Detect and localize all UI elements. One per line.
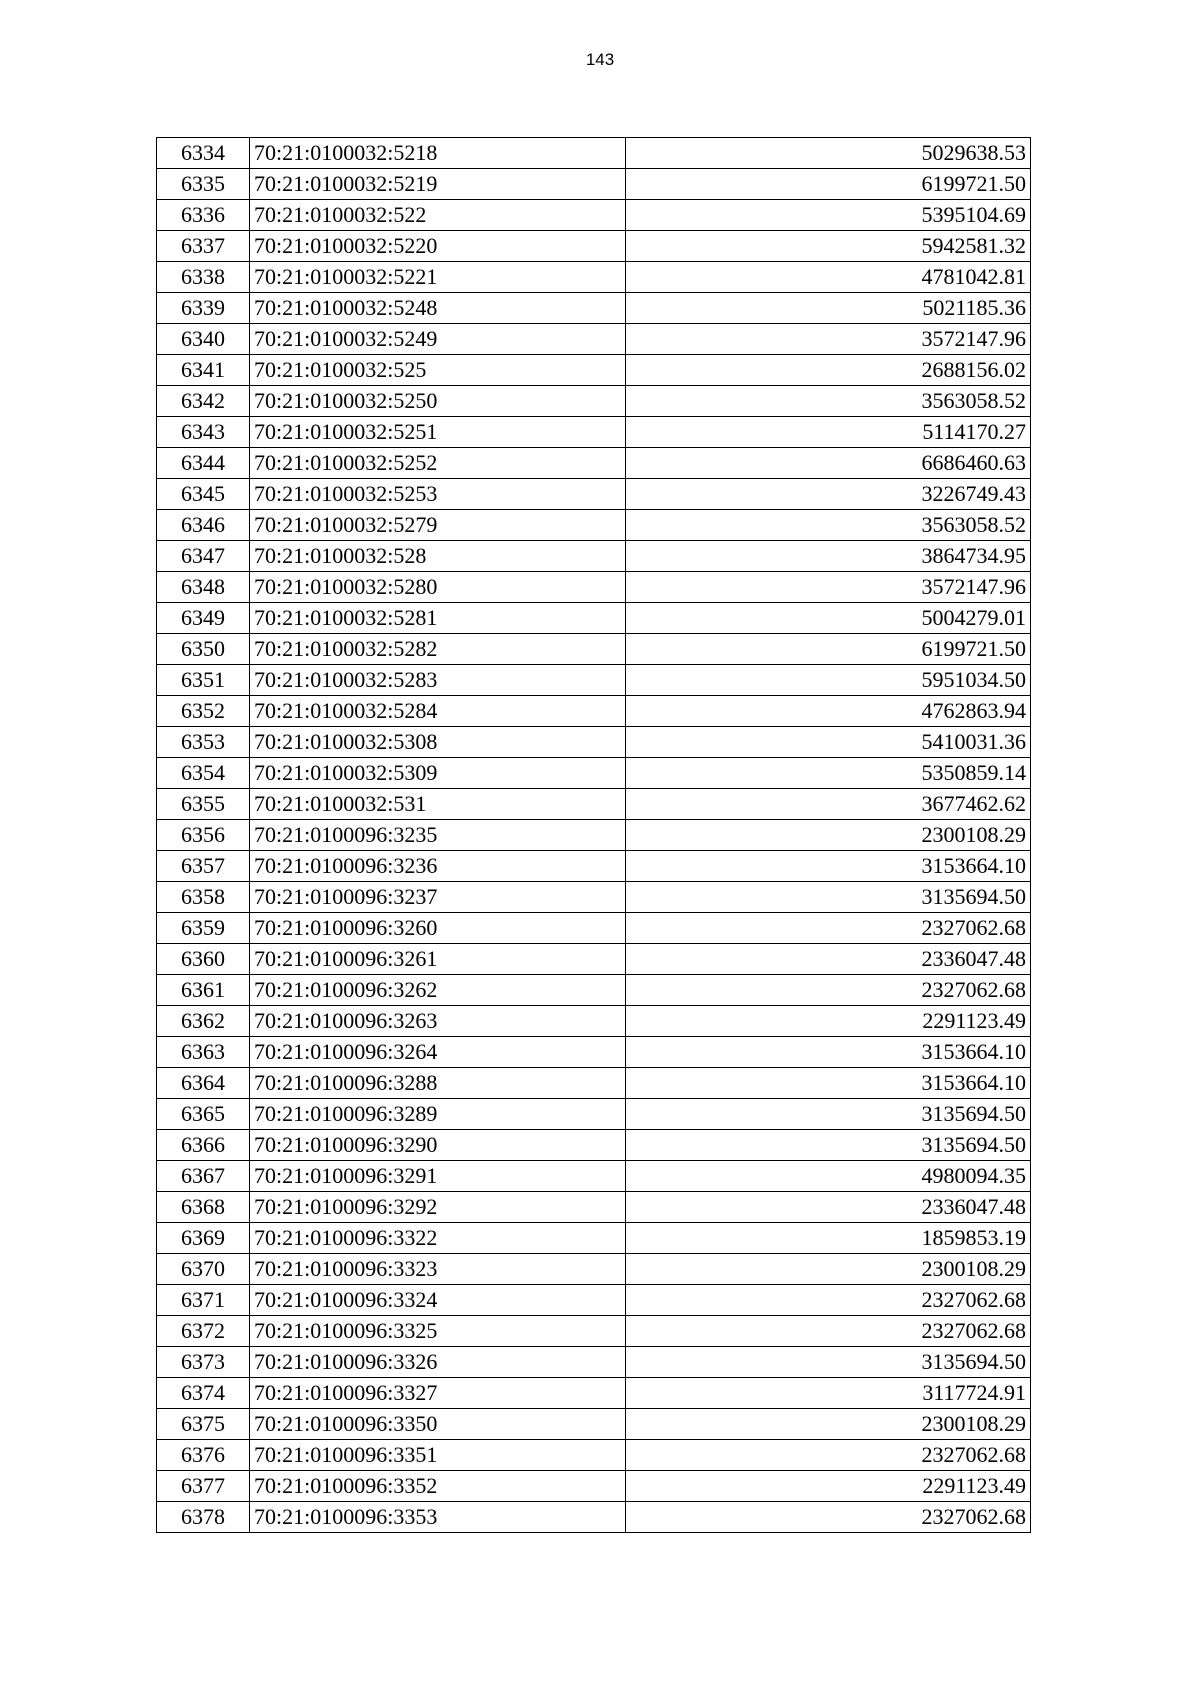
cadastral-number-cell: 70:21:0100096:3260 <box>250 913 626 944</box>
cadastral-number-cell: 70:21:0100032:5221 <box>250 262 626 293</box>
table-row <box>157 1130 1031 1161</box>
row-number-cell: 6336 <box>157 200 250 231</box>
row-number-cell: 6334 <box>157 138 250 169</box>
value-cell: 4762863.94 <box>626 696 1031 727</box>
table-row <box>157 138 1031 169</box>
value-cell: 3153664.10 <box>626 1037 1031 1068</box>
row-number-cell: 6363 <box>157 1037 250 1068</box>
value-cell: 5021185.36 <box>626 293 1031 324</box>
cadastral-number-cell: 70:21:0100096:3291 <box>250 1161 626 1192</box>
cadastral-number-cell: 70:21:0100096:3352 <box>250 1471 626 1502</box>
value-cell: 2291123.49 <box>626 1471 1031 1502</box>
row-number-cell: 6368 <box>157 1192 250 1223</box>
cadastral-number-cell: 70:21:0100032:5218 <box>250 138 626 169</box>
value-cell: 2327062.68 <box>626 975 1031 1006</box>
value-cell: 3572147.96 <box>626 572 1031 603</box>
row-number-cell: 6375 <box>157 1409 250 1440</box>
value-cell: 5029638.53 <box>626 138 1031 169</box>
row-number-cell: 6356 <box>157 820 250 851</box>
cadastral-number-cell: 70:21:0100096:3288 <box>250 1068 626 1099</box>
row-number-cell: 6359 <box>157 913 250 944</box>
table-row <box>157 1440 1031 1471</box>
row-number-cell: 6366 <box>157 1130 250 1161</box>
row-number-cell: 6370 <box>157 1254 250 1285</box>
row-number-cell: 6373 <box>157 1347 250 1378</box>
value-cell: 5004279.01 <box>626 603 1031 634</box>
row-number-cell: 6361 <box>157 975 250 1006</box>
table-row <box>157 355 1031 386</box>
table-row <box>157 1471 1031 1502</box>
table-row <box>157 975 1031 1006</box>
cadastral-number-cell: 70:21:0100096:3289 <box>250 1099 626 1130</box>
table-row <box>157 820 1031 851</box>
cadastral-number-cell: 70:21:0100032:5308 <box>250 727 626 758</box>
table-row <box>157 231 1031 262</box>
cadastral-value-table <box>156 137 1031 1533</box>
value-cell: 2291123.49 <box>626 1006 1031 1037</box>
cadastral-number-cell: 70:21:0100032:522 <box>250 200 626 231</box>
table-row <box>157 665 1031 696</box>
value-cell: 5951034.50 <box>626 665 1031 696</box>
row-number-cell: 6358 <box>157 882 250 913</box>
row-number-cell: 6348 <box>157 572 250 603</box>
value-cell: 2300108.29 <box>626 820 1031 851</box>
cadastral-number-cell: 70:21:0100032:5248 <box>250 293 626 324</box>
table-row <box>157 1502 1031 1533</box>
row-number-cell: 6354 <box>157 758 250 789</box>
value-cell: 3572147.96 <box>626 324 1031 355</box>
cadastral-number-cell: 70:21:0100096:3350 <box>250 1409 626 1440</box>
table-row <box>157 386 1031 417</box>
row-number-cell: 6338 <box>157 262 250 293</box>
cadastral-number-cell: 70:21:0100096:3236 <box>250 851 626 882</box>
table-row <box>157 944 1031 975</box>
table-row <box>157 541 1031 572</box>
cadastral-number-cell: 70:21:0100032:5220 <box>250 231 626 262</box>
row-number-cell: 6335 <box>157 169 250 200</box>
value-cell: 2327062.68 <box>626 913 1031 944</box>
value-cell: 3135694.50 <box>626 882 1031 913</box>
cadastral-number-cell: 70:21:0100096:3351 <box>250 1440 626 1471</box>
cadastral-number-cell: 70:21:0100096:3327 <box>250 1378 626 1409</box>
row-number-cell: 6378 <box>157 1502 250 1533</box>
cadastral-number-cell: 70:21:0100032:5279 <box>250 510 626 541</box>
row-number-cell: 6339 <box>157 293 250 324</box>
row-number-cell: 6372 <box>157 1316 250 1347</box>
row-number-cell: 6369 <box>157 1223 250 1254</box>
table-row <box>157 1099 1031 1130</box>
value-cell: 6199721.50 <box>626 169 1031 200</box>
table-row <box>157 696 1031 727</box>
page-number: 143 <box>585 50 615 69</box>
table-row <box>157 1285 1031 1316</box>
cadastral-number-cell: 70:21:0100096:3262 <box>250 975 626 1006</box>
value-cell: 2327062.68 <box>626 1440 1031 1471</box>
cadastral-number-cell: 70:21:0100032:5281 <box>250 603 626 634</box>
cadastral-number-cell: 70:21:0100032:5253 <box>250 479 626 510</box>
table-row <box>157 851 1031 882</box>
cadastral-number-cell: 70:21:0100032:5251 <box>250 417 626 448</box>
row-number-cell: 6377 <box>157 1471 250 1502</box>
cadastral-number-cell: 70:21:0100032:5284 <box>250 696 626 727</box>
row-number-cell: 6343 <box>157 417 250 448</box>
value-cell: 3864734.95 <box>626 541 1031 572</box>
value-cell: 4980094.35 <box>626 1161 1031 1192</box>
value-cell: 4781042.81 <box>626 262 1031 293</box>
table-row <box>157 1316 1031 1347</box>
row-number-cell: 6344 <box>157 448 250 479</box>
value-cell: 2327062.68 <box>626 1502 1031 1533</box>
row-number-cell: 6362 <box>157 1006 250 1037</box>
table-row <box>157 789 1031 820</box>
cadastral-number-cell: 70:21:0100032:5309 <box>250 758 626 789</box>
cadastral-number-cell: 70:21:0100032:5249 <box>250 324 626 355</box>
value-cell: 5942581.32 <box>626 231 1031 262</box>
row-number-cell: 6347 <box>157 541 250 572</box>
cadastral-number-cell: 70:21:0100032:5280 <box>250 572 626 603</box>
row-number-cell: 6371 <box>157 1285 250 1316</box>
value-cell: 2300108.29 <box>626 1254 1031 1285</box>
cadastral-number-cell: 70:21:0100096:3324 <box>250 1285 626 1316</box>
value-cell: 3135694.50 <box>626 1130 1031 1161</box>
table-row <box>157 448 1031 479</box>
cadastral-number-cell: 70:21:0100032:5219 <box>250 169 626 200</box>
cadastral-number-cell: 70:21:0100096:3322 <box>250 1223 626 1254</box>
row-number-cell: 6374 <box>157 1378 250 1409</box>
table-row <box>157 1068 1031 1099</box>
row-number-cell: 6342 <box>157 386 250 417</box>
table-row <box>157 417 1031 448</box>
table-body <box>157 138 1031 1533</box>
cadastral-number-cell: 70:21:0100096:3261 <box>250 944 626 975</box>
table-row <box>157 324 1031 355</box>
table-row <box>157 1006 1031 1037</box>
row-number-cell: 6355 <box>157 789 250 820</box>
value-cell: 6199721.50 <box>626 634 1031 665</box>
row-number-cell: 6360 <box>157 944 250 975</box>
cadastral-number-cell: 70:21:0100032:5282 <box>250 634 626 665</box>
cadastral-number-cell: 70:21:0100096:3326 <box>250 1347 626 1378</box>
row-number-cell: 6352 <box>157 696 250 727</box>
table-row <box>157 882 1031 913</box>
cadastral-number-cell: 70:21:0100096:3325 <box>250 1316 626 1347</box>
table-row <box>157 200 1031 231</box>
cadastral-number-cell: 70:21:0100096:3292 <box>250 1192 626 1223</box>
value-cell: 3153664.10 <box>626 851 1031 882</box>
value-cell: 2327062.68 <box>626 1285 1031 1316</box>
table-row <box>157 1223 1031 1254</box>
value-cell: 2336047.48 <box>626 1192 1031 1223</box>
value-cell: 2300108.29 <box>626 1409 1031 1440</box>
row-number-cell: 6353 <box>157 727 250 758</box>
row-number-cell: 6341 <box>157 355 250 386</box>
table-row <box>157 479 1031 510</box>
value-cell: 2327062.68 <box>626 1316 1031 1347</box>
value-cell: 3563058.52 <box>626 510 1031 541</box>
value-cell: 3226749.43 <box>626 479 1031 510</box>
table-row <box>157 758 1031 789</box>
value-cell: 5114170.27 <box>626 417 1031 448</box>
row-number-cell: 6351 <box>157 665 250 696</box>
cadastral-number-cell: 70:21:0100096:3264 <box>250 1037 626 1068</box>
table-row <box>157 1378 1031 1409</box>
table-row <box>157 634 1031 665</box>
value-cell: 6686460.63 <box>626 448 1031 479</box>
row-number-cell: 6365 <box>157 1099 250 1130</box>
value-cell: 3677462.62 <box>626 789 1031 820</box>
row-number-cell: 6346 <box>157 510 250 541</box>
row-number-cell: 6340 <box>157 324 250 355</box>
row-number-cell: 6345 <box>157 479 250 510</box>
cadastral-number-cell: 70:21:0100096:3353 <box>250 1502 626 1533</box>
table-row <box>157 1192 1031 1223</box>
table-row <box>157 572 1031 603</box>
cadastral-number-cell: 70:21:0100096:3235 <box>250 820 626 851</box>
value-cell: 3153664.10 <box>626 1068 1031 1099</box>
cadastral-number-cell: 70:21:0100032:5252 <box>250 448 626 479</box>
value-cell: 3135694.50 <box>626 1347 1031 1378</box>
value-cell: 2688156.02 <box>626 355 1031 386</box>
value-cell: 1859853.19 <box>626 1223 1031 1254</box>
cadastral-number-cell: 70:21:0100032:528 <box>250 541 626 572</box>
table-row <box>157 603 1031 634</box>
row-number-cell: 6376 <box>157 1440 250 1471</box>
value-cell: 2336047.48 <box>626 944 1031 975</box>
cadastral-number-cell: 70:21:0100032:5250 <box>250 386 626 417</box>
cadastral-number-cell: 70:21:0100096:3263 <box>250 1006 626 1037</box>
table-row <box>157 727 1031 758</box>
table-row <box>157 293 1031 324</box>
table-row <box>157 1161 1031 1192</box>
table-row <box>157 1254 1031 1285</box>
row-number-cell: 6350 <box>157 634 250 665</box>
row-number-cell: 6357 <box>157 851 250 882</box>
row-number-cell: 6364 <box>157 1068 250 1099</box>
cadastral-number-cell: 70:21:0100032:525 <box>250 355 626 386</box>
row-number-cell: 6367 <box>157 1161 250 1192</box>
row-number-cell: 6337 <box>157 231 250 262</box>
row-number-cell: 6349 <box>157 603 250 634</box>
cadastral-number-cell: 70:21:0100096:3290 <box>250 1130 626 1161</box>
table-row <box>157 510 1031 541</box>
cadastral-number-cell: 70:21:0100032:531 <box>250 789 626 820</box>
table-row <box>157 913 1031 944</box>
table-row <box>157 1347 1031 1378</box>
cadastral-number-cell: 70:21:0100096:3237 <box>250 882 626 913</box>
value-cell: 5395104.69 <box>626 200 1031 231</box>
table-row <box>157 262 1031 293</box>
cadastral-number-cell: 70:21:0100032:5283 <box>250 665 626 696</box>
value-cell: 5350859.14 <box>626 758 1031 789</box>
value-cell: 5410031.36 <box>626 727 1031 758</box>
cadastral-number-cell: 70:21:0100096:3323 <box>250 1254 626 1285</box>
table-row <box>157 169 1031 200</box>
table-row <box>157 1037 1031 1068</box>
value-cell: 3135694.50 <box>626 1099 1031 1130</box>
value-cell: 3563058.52 <box>626 386 1031 417</box>
table-row <box>157 1409 1031 1440</box>
value-cell: 3117724.91 <box>626 1378 1031 1409</box>
